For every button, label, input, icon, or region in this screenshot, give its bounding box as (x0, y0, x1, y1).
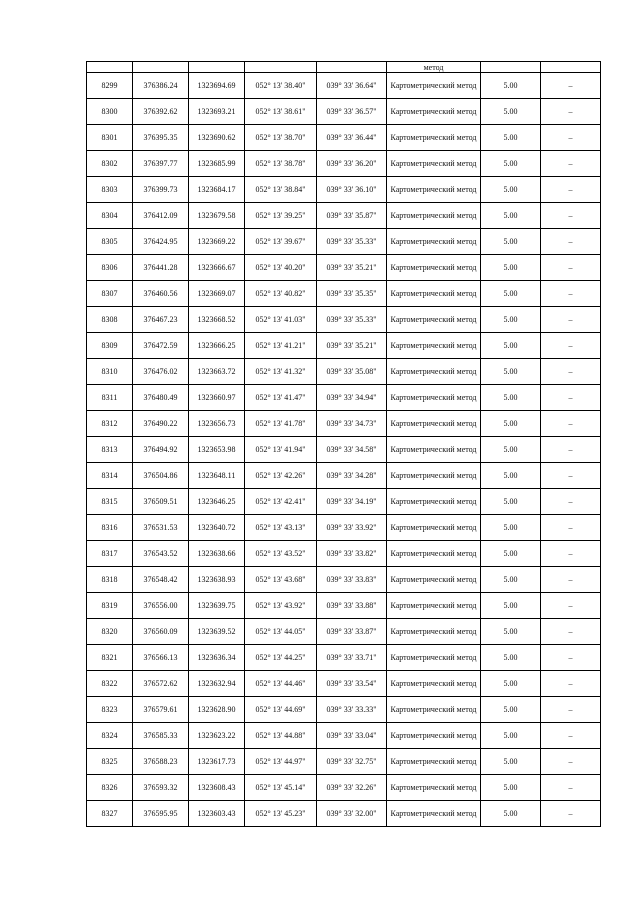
cell-accuracy: 5.00 (481, 411, 541, 437)
cell-y: 1323603.43 (189, 801, 245, 827)
cell-longitude: 039° 33' 35.35" (317, 281, 387, 307)
cell-note: – (541, 411, 601, 437)
cell-number: 8313 (87, 437, 133, 463)
table-row (87, 567, 601, 593)
cell-note: – (541, 281, 601, 307)
cell-method: Картометрический метод (387, 723, 481, 749)
cell-number: 8305 (87, 229, 133, 255)
cell-longitude: 039° 33' 33.82" (317, 541, 387, 567)
cell-latitude: 052° 13' 42.41" (245, 489, 317, 515)
cell-number: 8320 (87, 619, 133, 645)
cell-latitude: 052° 13' 41.32" (245, 359, 317, 385)
cell-x: 376504.86 (133, 463, 189, 489)
cell-accuracy: 5.00 (481, 489, 541, 515)
cell-accuracy (481, 62, 541, 73)
cell-y: 1323639.52 (189, 619, 245, 645)
cell-note: – (541, 619, 601, 645)
cell-method: Картометрический метод (387, 645, 481, 671)
cell-longitude: 039° 33' 33.54" (317, 671, 387, 697)
cell-number: 8303 (87, 177, 133, 203)
cell-y: 1323648.11 (189, 463, 245, 489)
cell-accuracy: 5.00 (481, 333, 541, 359)
cell-x: 376588.23 (133, 749, 189, 775)
table-row (87, 489, 601, 515)
cell-latitude: 052° 13' 44.88" (245, 723, 317, 749)
cell-latitude (245, 62, 317, 73)
cell-method: Картометрический метод (387, 437, 481, 463)
cell-accuracy: 5.00 (481, 801, 541, 827)
cell-x: 376566.13 (133, 645, 189, 671)
cell-y (189, 62, 245, 73)
table-row (87, 281, 601, 307)
cell-note (541, 62, 601, 73)
cell-latitude: 052° 13' 44.25" (245, 645, 317, 671)
table-row (87, 593, 601, 619)
cell-x: 376399.73 (133, 177, 189, 203)
cell-longitude: 039° 33' 34.94" (317, 385, 387, 411)
cell-accuracy: 5.00 (481, 775, 541, 801)
cell-method: Картометрический метод (387, 541, 481, 567)
cell-y: 1323669.07 (189, 281, 245, 307)
cell-x: 376467.23 (133, 307, 189, 333)
cell-x: 376490.22 (133, 411, 189, 437)
cell-accuracy: 5.00 (481, 749, 541, 775)
cell-method: Картометрический метод (387, 73, 481, 99)
cell-x: 376392.62 (133, 99, 189, 125)
cell-method: Картометрический метод (387, 801, 481, 827)
cell-y: 1323617.73 (189, 749, 245, 775)
cell-y: 1323636.34 (189, 645, 245, 671)
table-row (87, 411, 601, 437)
cell-x: 376509.51 (133, 489, 189, 515)
cell-method: Картометрический метод (387, 203, 481, 229)
cell-y: 1323666.67 (189, 255, 245, 281)
table-row (87, 463, 601, 489)
cell-y: 1323628.90 (189, 697, 245, 723)
cell-y: 1323640.72 (189, 515, 245, 541)
cell-y: 1323632.94 (189, 671, 245, 697)
cell-note: – (541, 99, 601, 125)
cell-method: метод (387, 62, 481, 73)
table-row (87, 645, 601, 671)
cell-latitude: 052° 13' 40.20" (245, 255, 317, 281)
cell-number: 8314 (87, 463, 133, 489)
cell-x: 376412.09 (133, 203, 189, 229)
cell-method: Картометрический метод (387, 255, 481, 281)
cell-x: 376595.95 (133, 801, 189, 827)
cell-accuracy: 5.00 (481, 99, 541, 125)
table-row (87, 515, 601, 541)
cell-latitude: 052° 13' 43.92" (245, 593, 317, 619)
cell-x: 376480.49 (133, 385, 189, 411)
cell-y: 1323668.52 (189, 307, 245, 333)
cell-x: 376572.62 (133, 671, 189, 697)
cell-y: 1323694.69 (189, 73, 245, 99)
cell-note: – (541, 203, 601, 229)
table-row (87, 307, 601, 333)
cell-latitude: 052° 13' 42.26" (245, 463, 317, 489)
cell-method: Картометрический метод (387, 359, 481, 385)
cell-method: Картометрический метод (387, 99, 481, 125)
table-row (87, 697, 601, 723)
table-row (87, 99, 601, 125)
cell-y: 1323684.17 (189, 177, 245, 203)
cell-longitude: 039° 33' 35.33" (317, 307, 387, 333)
cell-x: 376556.00 (133, 593, 189, 619)
cell-latitude: 052° 13' 43.13" (245, 515, 317, 541)
cell-note: – (541, 671, 601, 697)
cell-number: 8307 (87, 281, 133, 307)
cell-longitude: 039° 33' 35.08" (317, 359, 387, 385)
cell-x: 376441.28 (133, 255, 189, 281)
cell-latitude: 052° 13' 44.97" (245, 749, 317, 775)
cell-accuracy: 5.00 (481, 697, 541, 723)
cell-number: 8300 (87, 99, 133, 125)
table-row (87, 229, 601, 255)
cell-longitude: 039° 33' 34.19" (317, 489, 387, 515)
cell-longitude: 039° 33' 33.71" (317, 645, 387, 671)
cell-method: Картометрический метод (387, 489, 481, 515)
cell-longitude: 039° 33' 33.87" (317, 619, 387, 645)
cell-note: – (541, 489, 601, 515)
cell-note: – (541, 463, 601, 489)
cell-note: – (541, 125, 601, 151)
cell-method: Картометрический метод (387, 619, 481, 645)
table-row (87, 723, 601, 749)
cell-accuracy: 5.00 (481, 671, 541, 697)
cell-number: 8318 (87, 567, 133, 593)
cell-latitude: 052° 13' 38.40" (245, 73, 317, 99)
cell-latitude: 052° 13' 38.78" (245, 151, 317, 177)
cell-longitude: 039° 33' 32.26" (317, 775, 387, 801)
cell-longitude: 039° 33' 36.44" (317, 125, 387, 151)
cell-latitude: 052° 13' 40.82" (245, 281, 317, 307)
cell-latitude: 052° 13' 41.03" (245, 307, 317, 333)
cell-longitude: 039° 33' 33.33" (317, 697, 387, 723)
table-row (87, 801, 601, 827)
cell-method: Картометрический метод (387, 463, 481, 489)
cell-latitude: 052° 13' 44.46" (245, 671, 317, 697)
cell-accuracy: 5.00 (481, 385, 541, 411)
cell-x: 376531.53 (133, 515, 189, 541)
table-row (87, 619, 601, 645)
cell-latitude: 052° 13' 44.05" (245, 619, 317, 645)
cell-x: 376579.61 (133, 697, 189, 723)
cell-note: – (541, 541, 601, 567)
cell-y: 1323690.62 (189, 125, 245, 151)
cell-method: Картометрический метод (387, 515, 481, 541)
cell-accuracy: 5.00 (481, 437, 541, 463)
cell-x: 376460.56 (133, 281, 189, 307)
cell-note: – (541, 645, 601, 671)
cell-method: Картометрический метод (387, 333, 481, 359)
cell-longitude: 039° 33' 33.88" (317, 593, 387, 619)
cell-latitude: 052° 13' 38.61" (245, 99, 317, 125)
cell-latitude: 052° 13' 41.21" (245, 333, 317, 359)
cell-number: 8319 (87, 593, 133, 619)
cell-number: 8304 (87, 203, 133, 229)
cell-x (133, 62, 189, 73)
table-row (87, 73, 601, 99)
cell-y: 1323679.58 (189, 203, 245, 229)
cell-x: 376543.52 (133, 541, 189, 567)
cell-accuracy: 5.00 (481, 229, 541, 255)
table-row (87, 177, 601, 203)
cell-number: 8306 (87, 255, 133, 281)
cell-method: Картометрический метод (387, 411, 481, 437)
cell-y: 1323669.22 (189, 229, 245, 255)
table-body (87, 62, 601, 827)
cell-y: 1323623.22 (189, 723, 245, 749)
cell-latitude: 052° 13' 41.94" (245, 437, 317, 463)
cell-latitude: 052° 13' 41.47" (245, 385, 317, 411)
cell-longitude: 039° 33' 36.64" (317, 73, 387, 99)
cell-note: – (541, 177, 601, 203)
table-row (87, 255, 601, 281)
cell-latitude: 052° 13' 39.67" (245, 229, 317, 255)
cell-y: 1323685.99 (189, 151, 245, 177)
cell-note: – (541, 515, 601, 541)
cell-accuracy: 5.00 (481, 645, 541, 671)
cell-latitude: 052° 13' 41.78" (245, 411, 317, 437)
cell-x: 376548.42 (133, 567, 189, 593)
cell-method: Картометрический метод (387, 385, 481, 411)
cell-y: 1323666.25 (189, 333, 245, 359)
cell-note: – (541, 775, 601, 801)
cell-accuracy: 5.00 (481, 593, 541, 619)
cell-method: Картометрический метод (387, 671, 481, 697)
table-row (87, 125, 601, 151)
cell-number: 8301 (87, 125, 133, 151)
cell-accuracy: 5.00 (481, 281, 541, 307)
cell-accuracy: 5.00 (481, 541, 541, 567)
cell-latitude: 052° 13' 38.84" (245, 177, 317, 203)
cell-number: 8308 (87, 307, 133, 333)
cell-longitude: 039° 33' 35.21" (317, 255, 387, 281)
cell-accuracy: 5.00 (481, 151, 541, 177)
cell-method: Картометрический метод (387, 775, 481, 801)
cell-number: 8310 (87, 359, 133, 385)
cell-number: 8326 (87, 775, 133, 801)
cell-x: 376472.59 (133, 333, 189, 359)
cell-accuracy: 5.00 (481, 359, 541, 385)
cell-method: Картометрический метод (387, 281, 481, 307)
cell-longitude: 039° 33' 34.28" (317, 463, 387, 489)
cell-longitude: 039° 33' 33.04" (317, 723, 387, 749)
cell-accuracy: 5.00 (481, 515, 541, 541)
table-row (87, 437, 601, 463)
cell-longitude: 039° 33' 32.75" (317, 749, 387, 775)
cell-latitude: 052° 13' 45.23" (245, 801, 317, 827)
cell-number: 8317 (87, 541, 133, 567)
table-row-continued (87, 62, 601, 73)
cell-number: 8316 (87, 515, 133, 541)
cell-number: 8327 (87, 801, 133, 827)
cell-y: 1323693.21 (189, 99, 245, 125)
cell-number: 8312 (87, 411, 133, 437)
cell-method: Картометрический метод (387, 229, 481, 255)
cell-note: – (541, 73, 601, 99)
cell-note: – (541, 385, 601, 411)
cell-method: Картометрический метод (387, 151, 481, 177)
cell-accuracy: 5.00 (481, 307, 541, 333)
cell-note: – (541, 697, 601, 723)
table-row (87, 203, 601, 229)
cell-number: 8311 (87, 385, 133, 411)
cell-method: Картометрический метод (387, 177, 481, 203)
cell-method: Картометрический метод (387, 697, 481, 723)
cell-longitude: 039° 33' 34.58" (317, 437, 387, 463)
cell-accuracy: 5.00 (481, 177, 541, 203)
table-row (87, 151, 601, 177)
cell-accuracy: 5.00 (481, 73, 541, 99)
cell-accuracy: 5.00 (481, 567, 541, 593)
cell-accuracy: 5.00 (481, 125, 541, 151)
cell-x: 376397.77 (133, 151, 189, 177)
cell-x: 376386.24 (133, 73, 189, 99)
cell-x: 376395.35 (133, 125, 189, 151)
cell-note: – (541, 567, 601, 593)
cell-longitude: 039° 33' 35.87" (317, 203, 387, 229)
cell-note: – (541, 151, 601, 177)
cell-note: – (541, 801, 601, 827)
cell-number: 8323 (87, 697, 133, 723)
cell-longitude: 039° 33' 35.33" (317, 229, 387, 255)
cell-note: – (541, 359, 601, 385)
coordinates-table (86, 61, 601, 827)
cell-number: 8325 (87, 749, 133, 775)
cell-y: 1323608.43 (189, 775, 245, 801)
cell-y: 1323646.25 (189, 489, 245, 515)
cell-method: Картометрический метод (387, 567, 481, 593)
cell-accuracy: 5.00 (481, 255, 541, 281)
cell-accuracy: 5.00 (481, 463, 541, 489)
cell-number: 8324 (87, 723, 133, 749)
cell-note: – (541, 593, 601, 619)
cell-accuracy: 5.00 (481, 203, 541, 229)
cell-accuracy: 5.00 (481, 619, 541, 645)
table-row (87, 749, 601, 775)
cell-latitude: 052° 13' 45.14" (245, 775, 317, 801)
cell-longitude: 039° 33' 33.92" (317, 515, 387, 541)
table-row (87, 385, 601, 411)
cell-latitude: 052° 13' 43.52" (245, 541, 317, 567)
cell-longitude: 039° 33' 36.57" (317, 99, 387, 125)
cell-note: – (541, 749, 601, 775)
cell-number: 8315 (87, 489, 133, 515)
cell-number: 8322 (87, 671, 133, 697)
cell-y: 1323639.75 (189, 593, 245, 619)
cell-latitude: 052° 13' 44.69" (245, 697, 317, 723)
cell-method: Картометрический метод (387, 749, 481, 775)
cell-note: – (541, 229, 601, 255)
cell-longitude: 039° 33' 34.73" (317, 411, 387, 437)
cell-x: 376494.92 (133, 437, 189, 463)
cell-y: 1323638.93 (189, 567, 245, 593)
cell-x: 376585.33 (133, 723, 189, 749)
table-row (87, 541, 601, 567)
cell-y: 1323656.73 (189, 411, 245, 437)
cell-method: Картометрический метод (387, 593, 481, 619)
cell-number: 8309 (87, 333, 133, 359)
cell-y: 1323663.72 (189, 359, 245, 385)
cell-latitude: 052° 13' 43.68" (245, 567, 317, 593)
table-row (87, 775, 601, 801)
cell-longitude: 039° 33' 32.00" (317, 801, 387, 827)
cell-method: Картометрический метод (387, 125, 481, 151)
cell-latitude: 052° 13' 38.70" (245, 125, 317, 151)
table-row (87, 671, 601, 697)
table-row (87, 333, 601, 359)
cell-note: – (541, 723, 601, 749)
cell-x: 376593.32 (133, 775, 189, 801)
cell-accuracy: 5.00 (481, 723, 541, 749)
cell-number: 8299 (87, 73, 133, 99)
cell-number: 8302 (87, 151, 133, 177)
cell-longitude: 039° 33' 36.20" (317, 151, 387, 177)
cell-y: 1323660.97 (189, 385, 245, 411)
cell-x: 376424.95 (133, 229, 189, 255)
cell-note: – (541, 333, 601, 359)
cell-longitude: 039° 33' 33.83" (317, 567, 387, 593)
cell-y: 1323653.98 (189, 437, 245, 463)
cell-latitude: 052° 13' 39.25" (245, 203, 317, 229)
cell-note: – (541, 437, 601, 463)
cell-x: 376560.09 (133, 619, 189, 645)
cell-number (87, 62, 133, 73)
cell-note: – (541, 307, 601, 333)
cell-note: – (541, 255, 601, 281)
cell-method: Картометрический метод (387, 307, 481, 333)
cell-longitude: 039° 33' 36.10" (317, 177, 387, 203)
cell-x: 376476.02 (133, 359, 189, 385)
cell-longitude: 039° 33' 35.21" (317, 333, 387, 359)
cell-number: 8321 (87, 645, 133, 671)
cell-y: 1323638.66 (189, 541, 245, 567)
cell-longitude (317, 62, 387, 73)
table-row (87, 359, 601, 385)
